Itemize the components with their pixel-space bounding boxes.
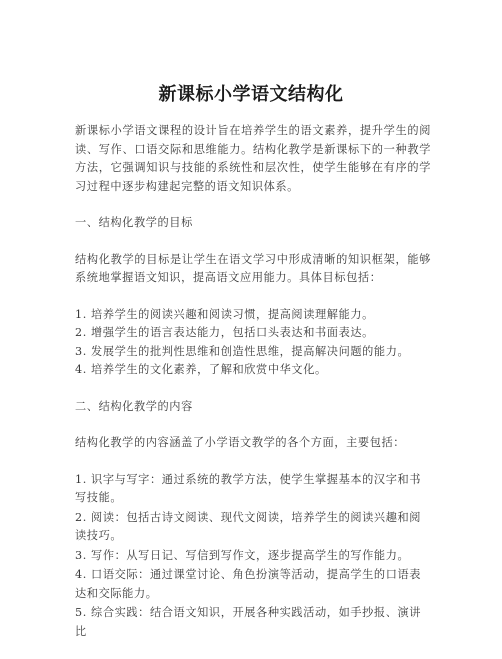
list-item: 5. 综合实践：结合语文知识，开展各种实践活动，如手抄报、演讲比 xyxy=(75,606,422,638)
section-2-list xyxy=(75,471,431,642)
section-2-paragraph: 结构化教学的内容涵盖了小学语文教学的各个方面，主要包括： xyxy=(75,436,406,449)
list-item: 2. 阅读：包括古诗文阅读、现代文阅读，培养学生的阅读兴趣和阅读技巧。 xyxy=(75,510,422,542)
list-item: 4. 培养学生的文化素养，了解和欣赏中华文化。 xyxy=(75,363,327,376)
list-item: 2. 增强学生的语言表达能力，包括口头表达和书面表达。 xyxy=(75,326,374,339)
intro-paragraph: 新课标小学语文课程的设计旨在培养学生的语文素养，提升学生的阅读、写作、口语交际和思维能力。结构化教学是新课标下的一种教学方法，它强调知识与技能的系统性和层次性，使学生能够在有序的学习过程中逐步构建起完整的语文知识体系。 xyxy=(75,124,431,193)
document-body xyxy=(75,122,431,659)
list-item: 4. 口语交际：通过课堂讨论、角色扮演等活动，提高学生的口语表达和交际能力。 xyxy=(75,568,422,600)
list-item: 1. 培养学生的阅读兴趣和阅读习惯，提高阅读理解能力。 xyxy=(75,307,374,321)
document-title: 新课标小学语文结构化 xyxy=(158,84,344,105)
section-1-list xyxy=(75,306,431,380)
list-item: 3. 发展学生的批判性思维和创造性思维，提高解决问题的能力。 xyxy=(75,344,410,358)
list-item: 1. 识字与写字：通过系统的教学方法，使学生掌握基本的汉字和书写技能。 xyxy=(75,472,422,504)
section-1-paragraph: 结构化教学的目标是让学生在语文学习中形成清晰的知识框架，能够系统地掌握语文知识，提高语文应用能力。具体目标包括： xyxy=(75,252,431,284)
list-item: 3. 写作：从写日记、写信到写作文，逐步提高学生的写作能力。 xyxy=(75,548,410,562)
section-1-heading: 一、结构化教学的目标 xyxy=(75,216,193,229)
section-2-heading: 二、结构化教学的内容 xyxy=(75,399,193,413)
